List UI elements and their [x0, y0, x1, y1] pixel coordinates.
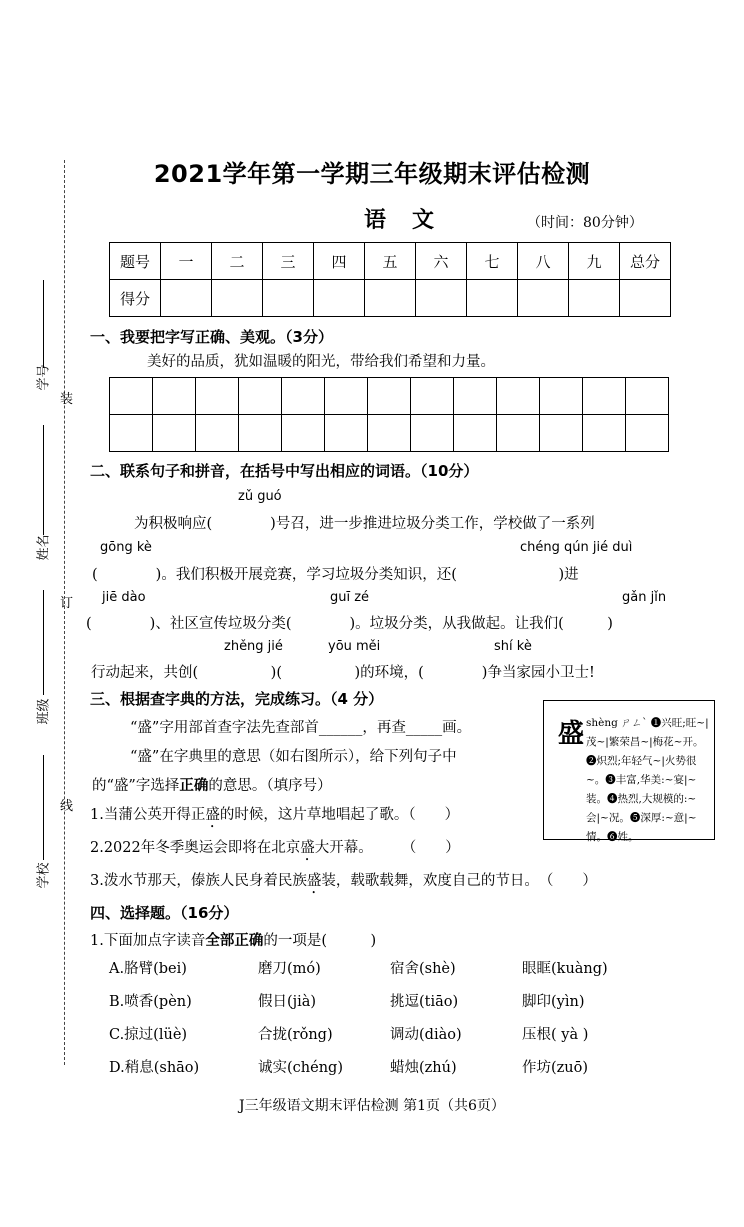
emphasis: 全部正确	[205, 932, 264, 949]
score-header-cell: 一	[161, 243, 212, 280]
bind-word-zhuang: 装	[60, 392, 74, 407]
q3-sentence-1: 1.当蒲公英开得正盛的时候，这片草地唱起了歌。（ ）	[90, 807, 460, 823]
option-item: 作坊(zuō)	[522, 1060, 589, 1076]
q3-line-3: 的“盛”字选择正确的意思。（填序号）	[92, 777, 332, 794]
score-cell[interactable]	[518, 280, 569, 317]
score-cell[interactable]	[620, 280, 671, 317]
dotted-char: 盛	[306, 873, 322, 889]
exam-time: （时间：80分钟）	[527, 215, 643, 231]
score-cell[interactable]	[263, 280, 314, 317]
dotted-char: 盛	[205, 807, 220, 823]
pinyin: shí kè	[494, 639, 532, 654]
pinyin: gǎn jǐn	[622, 590, 667, 605]
q3-heading: 三、根据查字典的方法，完成练习。（4 分）	[90, 690, 384, 708]
q4-question-1: 1.下面加点字读音全部正确的一项是( )	[90, 932, 377, 949]
score-header-cell: 五	[365, 243, 416, 280]
score-header-cell: 题号	[110, 243, 161, 280]
pinyin: zhěng jié	[224, 639, 283, 654]
score-header-row	[110, 243, 671, 280]
score-cell[interactable]	[314, 280, 365, 317]
class-label: 班级	[36, 698, 52, 725]
pinyin: jiē dào	[102, 590, 146, 605]
student-id-label: 学号	[36, 364, 52, 391]
q1-sentence: 美好的品质，犹如温暖的阳光，带给我们希望和力量。	[147, 354, 495, 370]
score-header-cell: 七	[467, 243, 518, 280]
pinyin: yōu měi	[328, 639, 381, 654]
q2-line-3: ( )、社区宣传垃圾分类( )。垃圾分类，从我做起。让我们( )	[86, 616, 613, 632]
score-header-cell: 六	[416, 243, 467, 280]
q2-line-1: 为积极响应( )号召，进一步推进垃圾分类工作，学校做了一系列	[134, 516, 595, 532]
pinyin: chéng qún jié duì	[520, 540, 633, 555]
score-header-cell: 九	[569, 243, 620, 280]
exam-title: 2021学年第一学期三年级期末评估检测	[153, 160, 591, 188]
q3-line-2: “盛”在字典里的意思（如右图所示），给下列句子中	[130, 749, 457, 765]
option-item: A.胳臂(bei)	[109, 961, 187, 977]
option-item: 眼眶(kuàng)	[522, 961, 608, 977]
score-header-cell: 八	[518, 243, 569, 280]
option-item: D.稍息(shāo)	[109, 1060, 200, 1076]
page-footer: J三年级语文期末评估检测 第1页（共6页）	[239, 1098, 505, 1114]
option-item: 合拢(rǒng)	[258, 1027, 333, 1043]
q3-line-1: “盛”字用部首查字法先查部首______，再查_____画。	[130, 720, 472, 736]
q2-line-4: 行动起来，共创( )( )的环境，( )争当家园小卫士!	[91, 665, 595, 681]
dictionary-char: 盛	[558, 719, 585, 749]
score-value-row	[110, 280, 671, 317]
score-header-cell: 总分	[620, 243, 671, 280]
q1-heading: 一、我要把字写正确、美观。（3分）	[90, 328, 333, 346]
bind-word-ding: 订	[60, 596, 74, 611]
q2-line-2: ( )。我们积极开展竞赛，学习垃圾分类知识，还( )进	[92, 567, 579, 583]
pinyin: guī zé	[330, 590, 370, 605]
dictionary-entry: shèng ㄕㄥˋ ❶兴旺;旺~|茂~|繁荣昌~|梅花~开。❷炽烈;年轻气~|火势很~。❸丰富,华美:~宴|~装。❹热烈,大规模的:~会|~况。❺深厚:~意|~情。❻姓。	[586, 717, 709, 843]
score-cell[interactable]	[416, 280, 467, 317]
q2-heading: 二、联系句子和拼音，在括号中写出相应的词语。（10分）	[90, 462, 479, 480]
q3-sentence-3: 3.泼水节那天，傣族人民身着民族盛装，载歌载舞，欢度自己的节日。 （ ）	[90, 873, 597, 889]
option-item: 宿舍(shè)	[390, 961, 456, 977]
option-item: 挑逗(tiāo)	[390, 994, 459, 1010]
option-item: 压根( yà )	[522, 1027, 589, 1043]
school-field	[43, 755, 44, 860]
pinyin: gōng kè	[100, 540, 152, 555]
score-cell[interactable]	[161, 280, 212, 317]
score-cell[interactable]	[467, 280, 518, 317]
pinyin: zǔ guó	[238, 489, 282, 504]
score-cell[interactable]	[212, 280, 263, 317]
school-label: 学校	[36, 862, 52, 889]
score-header-cell: 二	[212, 243, 263, 280]
bind-word-xian: 线	[60, 799, 74, 814]
option-item: 假日(jià)	[258, 994, 317, 1010]
score-row-label: 得分	[110, 280, 161, 317]
option-item: 调动(diào)	[390, 1027, 462, 1043]
subject-title: 语文	[364, 208, 461, 233]
name-label: 姓名	[36, 534, 52, 561]
binding-dashed-line	[64, 160, 65, 1065]
score-cell[interactable]	[365, 280, 416, 317]
score-table	[109, 242, 671, 317]
writing-grid[interactable]	[109, 377, 669, 452]
name-field	[43, 425, 44, 535]
option-item: C.掠过(lüè)	[109, 1027, 188, 1043]
dotted-char: 盛	[300, 840, 315, 856]
q3-sentence-2: 2.2022年冬季奥运会即将在北京盛大开幕。 （ ）	[90, 840, 460, 856]
class-field	[43, 590, 44, 695]
score-header-cell: 三	[263, 243, 314, 280]
q4-heading: 四、选择题。（16分）	[90, 904, 239, 922]
option-item: 磨刀(mó)	[258, 961, 321, 977]
option-item: 蜡烛(zhú)	[390, 1060, 457, 1076]
score-cell[interactable]	[569, 280, 620, 317]
option-item: B.喷香(pèn)	[109, 994, 192, 1010]
emphasis: 正确	[179, 777, 209, 794]
option-item: 诚实(chéng)	[258, 1060, 343, 1076]
score-header-cell: 四	[314, 243, 365, 280]
student-id-field	[43, 280, 44, 368]
option-item: 脚印(yìn)	[522, 994, 585, 1010]
